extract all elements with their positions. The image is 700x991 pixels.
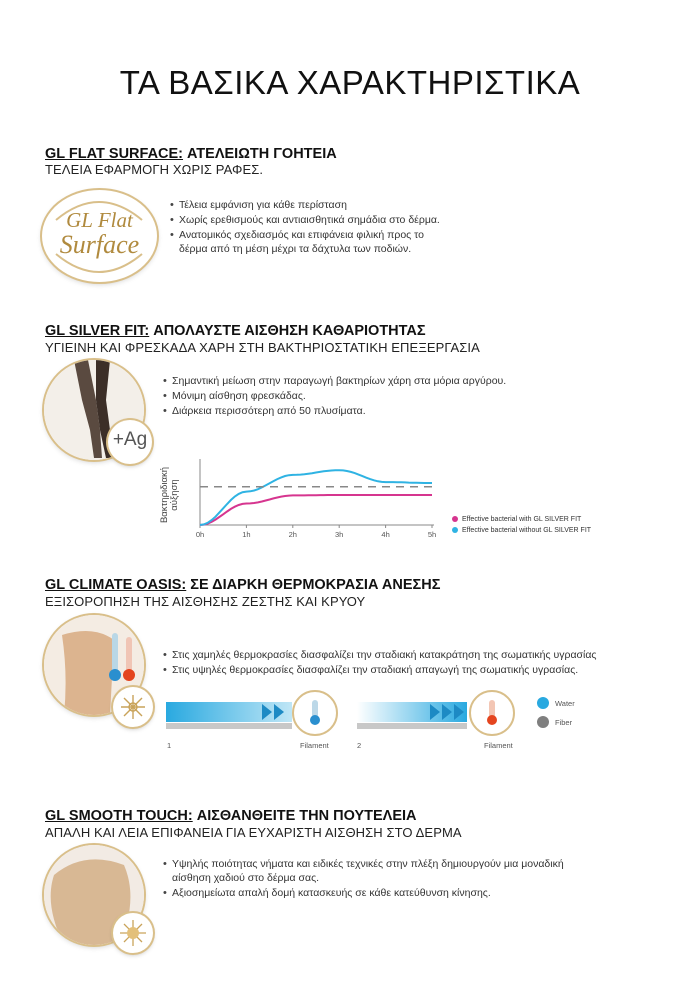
flat-surface-logo-line1: GL Flat [66, 208, 133, 232]
chart-legend-item [452, 516, 581, 523]
diagram-panel-1 [166, 691, 337, 735]
list-item: • Διάρκεια περισσότερη από 50 πλυσίματα. [163, 404, 563, 418]
section-smooth-title: ΑΙΣΘΑΝΘΕΙΤΕ ΤΗΝ ΠΟΥΤΕΛΕΙΑ [192, 808, 417, 824]
section-silver-subheading: ΥΓΙΕΙΝΗ ΚΑΙ ΦΡΕΣΚΑΔΑ ΧΑΡΗ ΣΤΗ ΒΑΚΤΗΡΙΟΣΤΑΤΙΚΗ ΕΠΕΞΕΡΓΑΣΙΑ [45, 340, 480, 355]
flat-surface-logo-line2: Surface [59, 230, 140, 259]
flat-surface-logo [42, 190, 157, 282]
section-flat-subheading: ΤΕΛΕΙΑ ΕΦΑΡΜΟΓΗ ΧΩΡΙΣ ΡΑΦΕΣ. [45, 162, 264, 177]
section-silver-bullets [163, 374, 563, 419]
chart-y-label: Βακτηριδιακή αύξηση [159, 466, 180, 524]
chart-axes [200, 459, 434, 525]
diagram-filament-label-1: Filament [300, 741, 329, 750]
legend-water-label: Water [555, 699, 575, 708]
diagram-panel-2 [357, 691, 514, 735]
legend-swatch [452, 516, 458, 522]
section-silver-heading [45, 323, 426, 339]
section-climate-subheading: ΕΞΙΣΟΡΟΠΗΣΗ ΤΗΣ ΑΙΣΘΗΣΗΣ ΖΕΣΤΗΣ ΚΑΙ ΚΡΥΟΥ [45, 594, 366, 609]
diagram-filament-label-2: Filament [484, 741, 513, 750]
section-climate-bullets [163, 648, 623, 678]
section-smooth-heading [45, 808, 417, 824]
diagram-label-1: 1 [167, 741, 172, 750]
legend-swatch [452, 527, 458, 533]
sunburst-icon [113, 913, 153, 953]
list-item: • Ανατομικός σχεδιασμός και επιφάνεια φιλική προς το δέρμα από τη μέση μέχρι τα δάχτυλα των ποδιών. [170, 228, 445, 256]
diagram-label-2: 2 [357, 741, 362, 750]
list-item: • Υψηλής ποιότητας νήματα και ειδικές τεχνικές στην πλέξη δημιουργούν μια μοναδική αίσθηση χαδιού στο δέρμα σας. [163, 857, 603, 885]
list-item: • Τέλεια εμφάνιση για κάθε περίσταση [170, 198, 445, 212]
list-item: • Στις υψηλές θερμοκρασίες διασφαλίζει την σταδιακή απαγωγή της σωματικής υγρασίας. [163, 663, 623, 677]
section-climate-brand: GL CLIMATE OASIS: [45, 577, 187, 593]
section-climate-title: ΣΕ ΔΙΑΡΚΗ ΘΕΡΜΟΚΡΑΣΙΑ ΑΝΕΣΗΣ [186, 577, 441, 593]
legend-fiber-label: Fiber [555, 718, 573, 727]
list-item: • Μόνιμη αίσθηση φρεσκάδας. [163, 389, 563, 403]
section-flat-bullets [170, 198, 445, 257]
section-smooth-bullets [163, 857, 603, 901]
section-silver-brand: GL SILVER FIT: [45, 323, 150, 339]
chart-x-tick-label: 2h [288, 530, 297, 539]
chart-series-line-1 [200, 470, 432, 525]
section-flat-heading [45, 146, 337, 162]
smooth-badge [113, 913, 153, 953]
section-flat-title: ΑΤΕΛΕΙΩΤΗ ΓΟΗΤΕΙΑ [183, 146, 337, 162]
legend-label: Effective bacterial without GL SILVER FIT [462, 527, 592, 534]
chart-x-tick-label: 3h [335, 530, 344, 539]
chart-x-tick-label: 4h [381, 530, 390, 539]
chart-series-line-0 [200, 495, 432, 525]
chart-legend-item [452, 527, 591, 534]
silver-ag-text: +Ag [112, 429, 148, 450]
section-climate-heading [45, 577, 440, 593]
section-smooth-brand: GL SMOOTH TOUCH: [45, 808, 193, 824]
silver-ag-badge [108, 420, 152, 464]
page-title: ΤΑ ΒΑΣΙΚΑ ΧΑΡΑΚΤΗΡΙΣΤΙΚΑ [119, 64, 581, 101]
chart-x-tick-label: 1h [242, 530, 251, 539]
moisture-diagram [0, 680, 700, 760]
section-flat-brand: GL FLAT SURFACE: [45, 146, 184, 162]
legend-label: Effective bacterial with GL SILVER FIT [462, 516, 582, 523]
chart-x-tick-label: 0h [195, 530, 205, 539]
legend-water-dot [537, 697, 549, 709]
list-item: • Στις χαμηλές θερμοκρασίες διασφαλίζει την σταδιακή κατακράτηση της σωματικής υγρασίας [163, 648, 623, 662]
list-item: • Σημαντική μείωση στην παραγωγή βακτηρίων χάρη στα μόρια αργύρου. [163, 374, 563, 388]
legend-fiber-dot [537, 716, 549, 728]
chart-x-tick-label: 5h [427, 530, 437, 539]
list-item: • Αξιοσημείωτα απαλή δομή κατασκευής σε κάθε κατεύθυνση κίνησης. [163, 886, 603, 900]
list-item: • Χωρίς ερεθισμούς και αντιαισθητικά σημάδια στο δέρμα. [170, 213, 445, 227]
section-silver-title: ΑΠΟΛΑΥΣΤΕ ΑΙΣΘΗΣΗ ΚΑΘΑΡΙΟΤΗΤΑΣ [149, 323, 426, 339]
section-smooth-subheading: ΑΠΑΛΗ ΚΑΙ ΛΕΙΑ ΕΠΙΦΑΝΕΙΑ ΓΙΑ ΕΥΧΑΡΙΣΤΗ ΑΙΣΘΗΣΗ ΣΤΟ ΔΕΡΜΑ [45, 825, 462, 840]
